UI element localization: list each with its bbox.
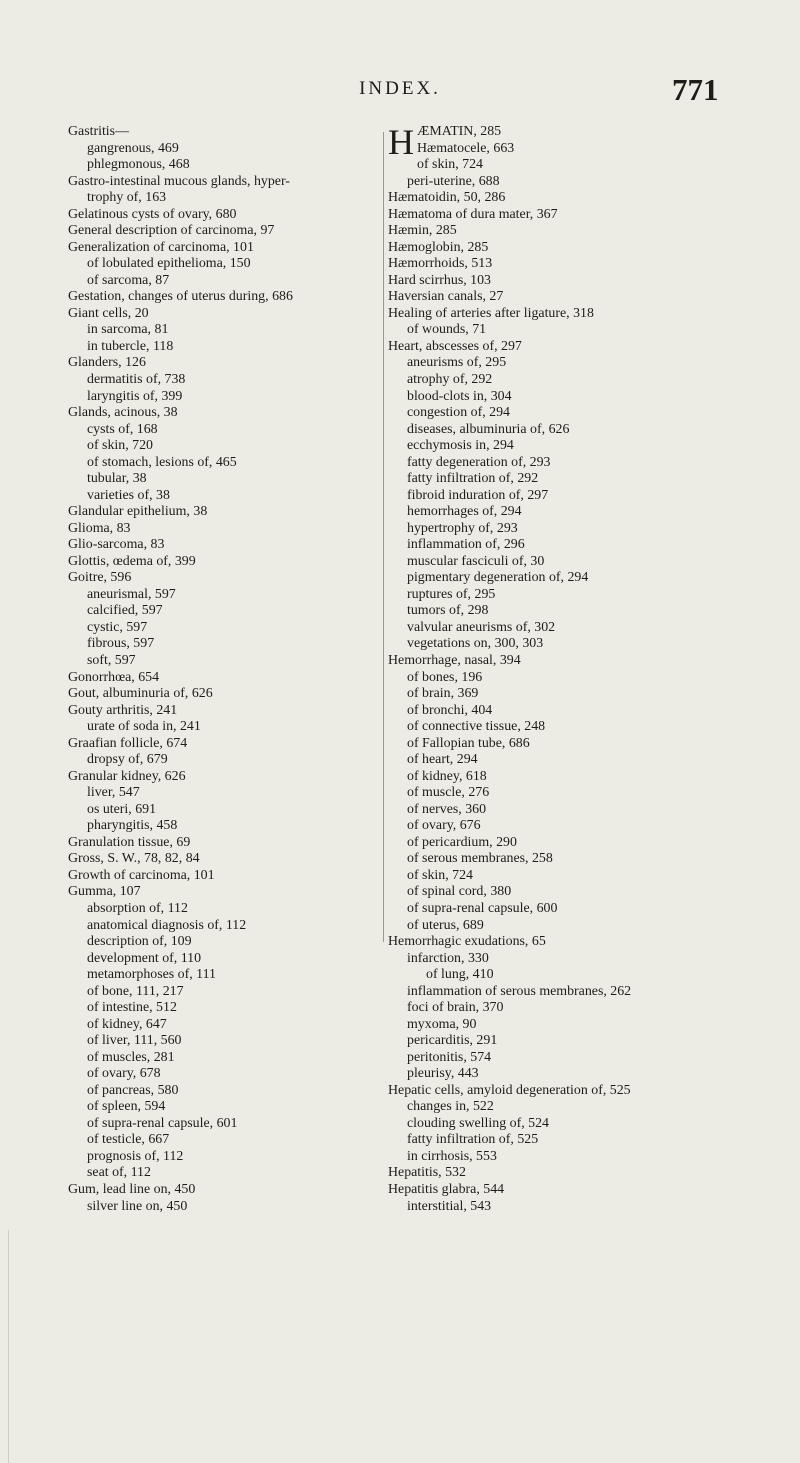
index-entry: aneurismal, 597 — [87, 586, 176, 602]
index-entry: pleurisy, 443 — [407, 1066, 479, 1082]
column-divider — [383, 132, 384, 942]
index-entry: of lobulated epithelioma, 150 — [87, 256, 251, 272]
index-entry: of uterus, 689 — [407, 917, 484, 933]
index-entry: Hemorrhage, nasal, 394 — [388, 653, 521, 668]
index-entry: absorption of, 112 — [87, 900, 188, 916]
page-header-title: INDEX. — [359, 78, 441, 99]
index-entry: of kidney, 618 — [407, 768, 487, 784]
index-entry: Granulation tissue, 69 — [68, 834, 191, 850]
index-entry: silver line on, 450 — [87, 1198, 188, 1214]
index-entry: metamorphoses of, 111 — [87, 967, 216, 983]
index-entry: dermatitis of, 738 — [87, 371, 186, 387]
index-entry: of ovary, 676 — [407, 818, 481, 834]
index-entry: Heart, abscesses of, 297 — [388, 338, 522, 354]
index-entry: Gumma, 107 — [68, 884, 141, 900]
index-entry: changes in, 522 — [407, 1099, 494, 1115]
index-entry: fatty degeneration of, 293 — [407, 454, 551, 470]
index-entry: phlegmonous, 468 — [87, 157, 190, 173]
index-entry: Gouty arthritis, 241 — [68, 702, 178, 718]
index-entries-right — [388, 157, 738, 1215]
index-entry: varieties of, 38 — [87, 487, 170, 503]
index-entry: fatty infiltration of, 525 — [407, 1132, 539, 1148]
index-entry: congestion of, 294 — [407, 405, 511, 421]
index-entry: of skin, 724 — [417, 157, 483, 173]
index-entry: Hæmatocele, 663 — [417, 140, 515, 156]
index-entry: of skin, 724 — [407, 867, 473, 883]
index-entry: Hæmatoma of dura mater, 367 — [388, 206, 558, 222]
index-entry: hemorrhages of, 294 — [407, 504, 522, 520]
index-entry: of muscles, 281 — [87, 1049, 175, 1065]
index-entry: tubular, 38 — [87, 471, 147, 487]
index-entry: ruptures of, 295 — [407, 586, 496, 602]
index-entry: fibrous, 597 — [87, 636, 155, 652]
index-entry: pericarditis, 291 — [407, 1033, 498, 1049]
index-entry: description of, 109 — [87, 934, 192, 950]
index-entry: laryngitis of, 399 — [87, 388, 183, 404]
index-entry: peritonitis, 574 — [407, 1049, 492, 1065]
index-entry: in cirrhosis, 553 — [407, 1148, 497, 1164]
index-entry: atrophy of, 292 — [407, 371, 493, 387]
page-edge-shadow — [8, 1230, 9, 1463]
index-entry: of brain, 369 — [407, 686, 479, 702]
index-entry: of sarcoma, 87 — [87, 272, 170, 288]
index-entry: of kidney, 647 — [87, 1016, 167, 1032]
index-entry: urate of soda in, 241 — [87, 719, 201, 735]
index-entry: Gonorrhœa, 654 — [68, 669, 160, 685]
index-entry: of intestine, 512 — [87, 1000, 177, 1016]
index-entry: inflammation of serous membranes, 262 — [407, 983, 632, 999]
index-entry: in tubercle, 118 — [87, 338, 174, 354]
index-entry: of spinal cord, 380 — [407, 884, 512, 900]
index-entry: of serous membranes, 258 — [407, 851, 553, 867]
index-entry: Haversian canals, 27 — [388, 289, 504, 305]
index-entry: of ovary, 678 — [87, 1066, 161, 1082]
index-entry: Glio-sarcoma, 83 — [68, 537, 165, 553]
index-entry: hypertrophy of, 293 — [407, 520, 518, 536]
index-entry: tumors of, 298 — [407, 603, 489, 619]
index-entry: Hemorrhagic exudations, 65 — [388, 934, 546, 950]
index-entry: Growth of carcinoma, 101 — [68, 867, 215, 883]
index-entry: Hæmatoidin, 50, 286 — [388, 190, 506, 206]
index-entry: calcified, 597 — [87, 603, 163, 619]
index-entry: trophy of, 163 — [87, 190, 167, 206]
index-entry: Generalization of carcinoma, 101 — [68, 239, 254, 255]
section-h-start — [388, 122, 738, 162]
index-entry: in sarcoma, 81 — [87, 322, 169, 338]
index-entry: of testicle, 667 — [87, 1132, 170, 1148]
index-entry: Gastritis— — [68, 124, 129, 139]
index-entry: ÆMATIN, 285 — [417, 124, 502, 139]
index-entry: Gestation, changes of uterus during, 686 — [68, 289, 293, 305]
index-entry: Glandular epithelium, 38 — [68, 504, 208, 520]
index-entry: pigmentary degeneration of, 294 — [407, 570, 589, 586]
index-entry: diseases, albuminuria of, 626 — [407, 421, 570, 437]
index-entry: of lung, 410 — [426, 967, 494, 983]
index-entry: of wounds, 71 — [407, 322, 487, 338]
index-entry: Gout, albuminuria of, 626 — [68, 686, 213, 702]
index-entry: of supra-renal capsule, 601 — [87, 1115, 238, 1131]
index-entry: Hard scirrhus, 103 — [388, 272, 491, 288]
index-entry: Hæmorrhoids, 513 — [388, 256, 493, 272]
index-entry: peri-uterine, 688 — [407, 173, 500, 189]
index-entry: fatty infiltration of, 292 — [407, 471, 539, 487]
index-entry: of muscle, 276 — [407, 785, 490, 801]
index-entry: of liver, 111, 560 — [87, 1033, 182, 1049]
index-entry: Glioma, 83 — [68, 520, 131, 536]
index-column-left — [68, 124, 384, 1215]
index-entry: Hæmin, 285 — [388, 223, 457, 239]
index-entry: of nerves, 360 — [407, 801, 487, 817]
index-entry: of heart, 294 — [407, 752, 478, 768]
index-entry: anatomical diagnosis of, 112 — [87, 917, 247, 933]
index-entry: Gross, S. W., 78, 82, 84 — [68, 851, 200, 867]
drop-cap-initial: H — [388, 122, 414, 162]
index-entry: Gum, lead line on, 450 — [68, 1182, 196, 1197]
index-entry: Granular kidney, 626 — [68, 768, 186, 784]
index-entry: Glanders, 126 — [68, 355, 146, 371]
index-entry: inflammation of, 296 — [407, 537, 525, 553]
index-entry: pharyngitis, 458 — [87, 818, 178, 834]
index-entry: of spleen, 594 — [87, 1099, 166, 1115]
index-entry: blood-clots in, 304 — [407, 388, 512, 404]
index-entry: of bronchi, 404 — [407, 702, 493, 718]
index-entry: of pericardium, 290 — [407, 834, 517, 850]
page-number: 771 — [672, 72, 719, 107]
index-entry: Glottis, œdema of, 399 — [68, 553, 196, 569]
index-entry: of Fallopian tube, 686 — [407, 735, 530, 751]
index-entry: Gelatinous cysts of ovary, 680 — [68, 206, 237, 222]
index-entry: Giant cells, 20 — [68, 305, 149, 321]
index-entry: Glands, acinous, 38 — [68, 405, 178, 421]
index-entry: infarction, 330 — [407, 950, 489, 966]
index-entry: of supra-renal capsule, 600 — [407, 900, 558, 916]
index-entry: Graafian follicle, 674 — [68, 735, 188, 751]
index-entry: Hepatitis glabra, 544 — [388, 1182, 505, 1197]
index-entry: Healing of arteries after ligature, 318 — [388, 305, 594, 321]
index-entry: aneurisms of, 295 — [407, 355, 507, 371]
index-entry: Hæmoglobin, 285 — [388, 239, 489, 255]
index-entry: of bones, 196 — [407, 669, 483, 685]
index-entry: valvular aneurisms of, 302 — [407, 619, 556, 635]
index-entry: of pancreas, 580 — [87, 1082, 179, 1098]
index-entry: clouding swelling of, 524 — [407, 1115, 549, 1131]
index-entry: myxoma, 90 — [407, 1016, 477, 1032]
index-entry: vegetations on, 300, 303 — [407, 636, 544, 652]
index-entry: foci of brain, 370 — [407, 1000, 504, 1016]
index-entry: fibroid induration of, 297 — [407, 487, 549, 503]
index-entry: Hepatic cells, amyloid degeneration of, 525 — [388, 1082, 631, 1098]
index-entry: os uteri, 691 — [87, 801, 157, 817]
index-entry: gangrenous, 469 — [87, 140, 179, 156]
index-entry: Gastro-intestinal mucous glands, hyper- — [68, 173, 290, 189]
index-entry: development of, 110 — [87, 950, 202, 966]
index-entry: interstitial, 543 — [407, 1198, 492, 1214]
index-entry: liver, 547 — [87, 785, 140, 801]
index-entry: cystic, 597 — [87, 619, 148, 635]
index-entry: of skin, 720 — [87, 438, 153, 454]
index-entry: prognosis of, 112 — [87, 1148, 184, 1164]
index-entry: seat of, 112 — [87, 1165, 151, 1181]
index-entry: ecchymosis in, 294 — [407, 438, 514, 454]
index-entry: dropsy of, 679 — [87, 752, 168, 768]
index-entry: muscular fasciculi of, 30 — [407, 553, 545, 569]
index-entry: soft, 597 — [87, 653, 136, 668]
index-column-right — [388, 124, 738, 1215]
index-entry: Hepatitis, 532 — [388, 1165, 466, 1181]
index-entry: of stomach, lesions of, 465 — [87, 454, 237, 470]
index-entry: of bone, 111, 217 — [87, 983, 184, 999]
index-entry: cysts of, 168 — [87, 421, 158, 437]
index-entry: Goitre, 596 — [68, 570, 132, 586]
index-entry: General description of carcinoma, 97 — [68, 223, 275, 239]
index-entry: of connective tissue, 248 — [407, 719, 546, 735]
